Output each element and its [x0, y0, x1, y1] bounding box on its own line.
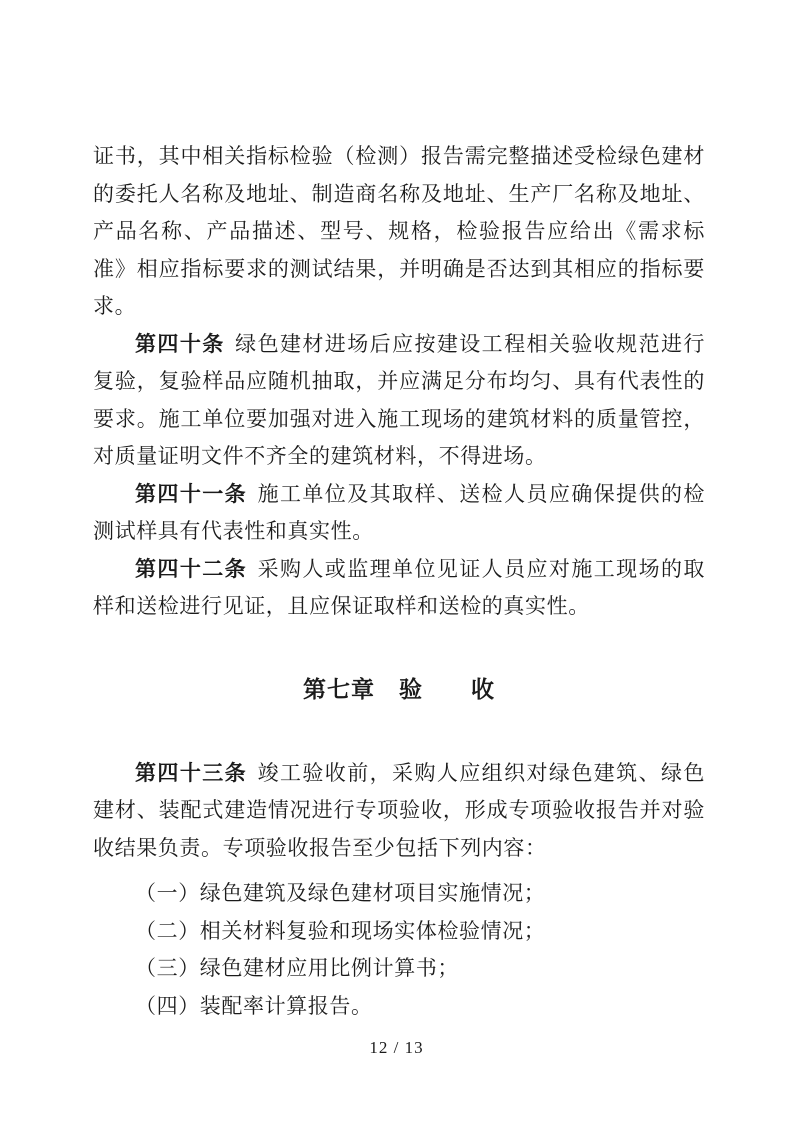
- document-body: [93, 138, 705, 1025]
- article-42: [93, 551, 705, 626]
- article-40-number: 第四十条: [135, 331, 225, 356]
- article-42-number: 第四十二条: [135, 556, 248, 581]
- article-40: [93, 326, 705, 476]
- paragraph-continuation: 证书，其中相关指标检验（检测）报告需完整描述受检绿色建材的委托人名称及地址、制造商名称及地址、生产厂名称及地址、产品名称、产品描述、型号、规格，检验报告应给出《需求标准》相应指标要求的测试结果，并明确是否达到其相应的指标要求。: [93, 144, 705, 318]
- acceptance-report-list: [93, 875, 705, 1025]
- article-40-text: 绿色建材进场后应按建设工程相关验收规范进行复验，复验样品应随机抽取，并应满足分布均匀、具有代表性的要求。施工单位要加强对进入施工现场的建筑材料的质量管控，对质量证明文件不齐全的建筑材料，不得进场。: [93, 331, 705, 468]
- article-41: [93, 476, 705, 551]
- article-41-number: 第四十一条: [135, 481, 248, 506]
- article-42-text: 采购人或监理单位见证人员应对施工现场的取样和送检进行见证，且应保证取样和送检的真实性。: [93, 556, 705, 618]
- list-item-1: （一）绿色建筑及绿色建材项目实施情况；: [135, 881, 546, 905]
- list-item-2: （二）相关材料复验和现场实体检验情况；: [135, 918, 546, 943]
- article-43-number: 第四十三条: [135, 760, 248, 785]
- article-43-text: 竣工验收前，采购人应组织对绿色建筑、绿色建材、装配式建造情况进行专项验收，形成专项验收报告并对验收结果负责。专项验收报告至少包括下列内容：: [93, 760, 705, 860]
- chapter-heading: 第七章 验 收: [303, 676, 495, 702]
- list-item-3: （三）绿色建材应用比例计算书；: [135, 956, 459, 980]
- list-item-4: （四）装配率计算报告。: [135, 993, 373, 1018]
- page-number: 12 / 13: [369, 1038, 424, 1057]
- article-41-text: 施工单位及其取样、送检人员应确保提供的检测试样具有代表性和真实性。: [93, 481, 705, 543]
- article-43: [93, 755, 705, 868]
